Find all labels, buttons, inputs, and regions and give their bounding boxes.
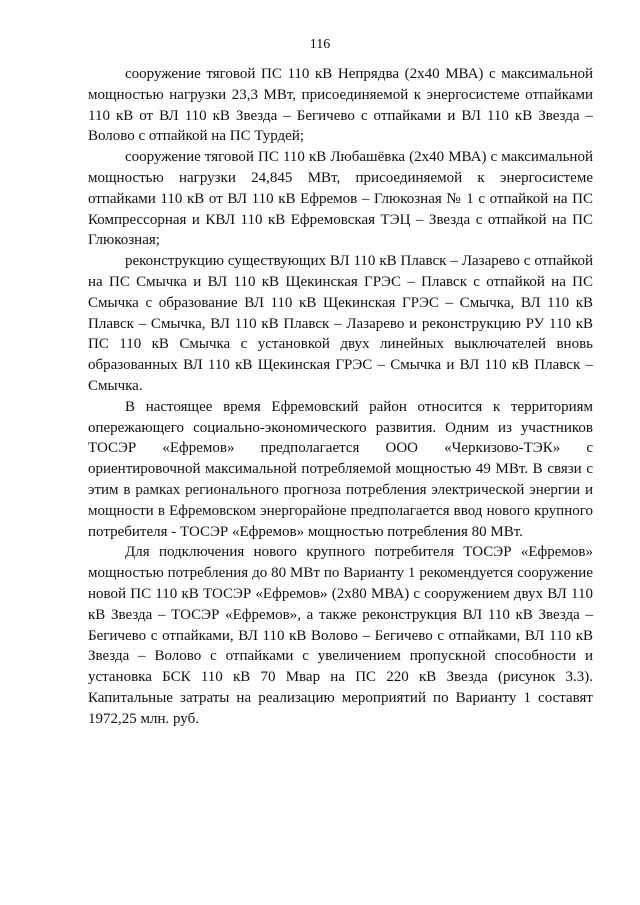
paragraph-efremov-district: В настоящее время Ефремовский район относится к территориям опережающего социально-экономического развития. Одним из участников ТОСЭР «Ефремов» предполагается ООО «Черкизово-ТЭК» с ориентировочной максимальной потребляемой мощностью 49 МВт. В связи с этим в рамках регионального прогноза потребления электрической энергии и мощности в Ефремовском энергорайоне предполагается ввод нового крупного потребителя - ТОСЭР «Ефремов» мощностью потребления 80 МВт. [88,398,593,540]
paragraph-nepryadva: сооружение тяговой ПС 110 кВ Непрядва (2х40 МВА) с максимальной мощностью нагрузки 23,3 МВт, присоединяемой к энергосистеме отпайками 110 кВ от ВЛ 110 кВ Звезда – Бегичево с отпайками и ВЛ 110 кВ Звезда – Волово с отпайкой на ПС Турдей; [88,66,593,145]
document-body [88,64,593,730]
page-number: 116 [309,37,331,52]
paragraph-variant-1: Для подключения нового крупного потребителя ТОСЭР «Ефремов» мощностью потребления до 80 МВт по Варианту 1 рекомендуется сооружение новой ПС 110 кВ ТОСЭР «Ефремов» (2х80 МВА) с сооружением двух ВЛ 110 кВ Звезда – ТОСЭР «Ефремов», а также реконструкция ВЛ 110 кВ Звезда – Бегичево с отпайками, ВЛ 110 кВ Волово – Бегичево с отпайками, ВЛ 110 кВ Звезда – Волово с отпайками с увеличением пропускной способности и установка БСК 110 кВ 70 Мвар на ПС 220 кВ Звезда (рисунок 3.3). Капитальные затраты на реализацию мероприятий по Варианту 1 составят 1972,25 млн. руб. [88,544,593,727]
paragraph-lyubashevka: сооружение тяговой ПС 110 кВ Любашёвка (2х40 МВА) с максимальной мощностью нагрузки 24,845 МВт, присоединяемой к энергосистеме отпайками 110 кВ от ВЛ 110 кВ Ефремов – Глюкозная № 1 с отпайкой на ПС Компрессорная и КВЛ 110 кВ Ефремовская ТЭЦ – Звезда с отпайкой на ПС Глюкозная; [88,149,593,249]
paragraph-reconstruction: реконструкцию существующих ВЛ 110 кВ Плавск – Лазарево с отпайкой на ПС Смычка и ВЛ 110 кВ Щекинская ГРЭС – Плавск с отпайкой на ПС Смычка с образование ВЛ 110 кВ Щекинская ГРЭС – Смычка, ВЛ 110 кВ Плавск – Смычка, ВЛ 110 кВ Плавск – Лазарево и реконструкцию РУ 110 кВ ПС 110 кВ Смычка с установкой двух линейных выключателей вновь образованных ВЛ 110 кВ Щекинская ГРЭС – Смычка и ВЛ 110 кВ Плавск – Смычка. [88,253,593,394]
